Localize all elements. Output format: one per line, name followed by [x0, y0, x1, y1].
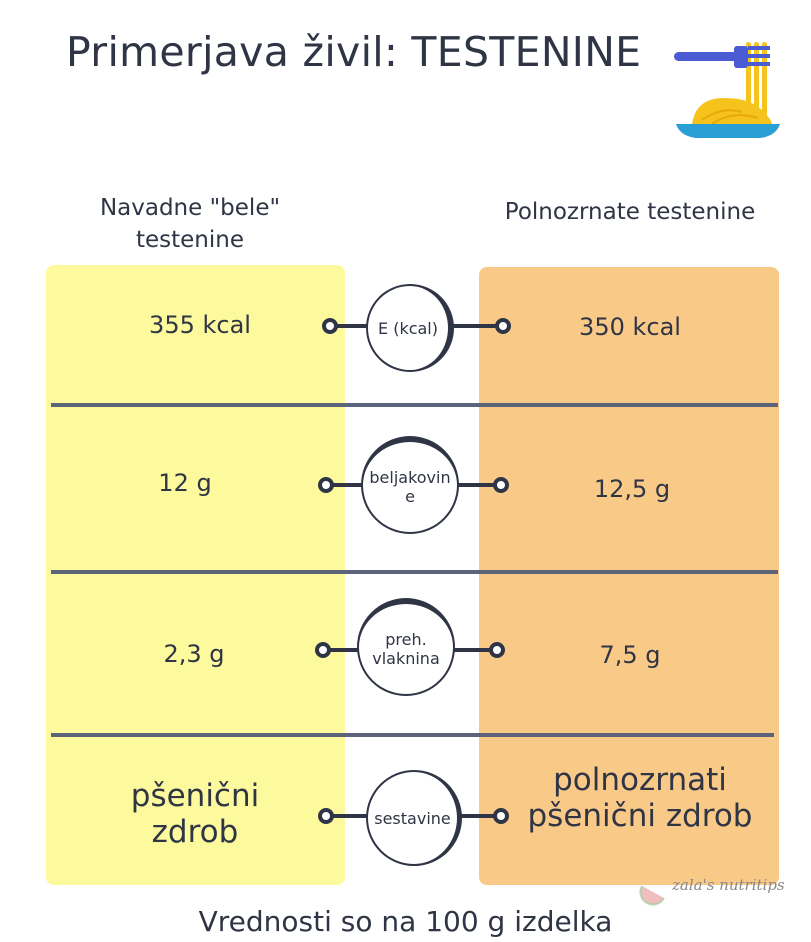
watermark: zala's nutritips — [672, 876, 785, 894]
label-node-fiber: preh. vlaknina — [357, 598, 455, 696]
page-title: Primerjava živil: TESTENINE — [66, 28, 642, 76]
right-value-energy: 350 kcal — [579, 313, 681, 341]
right-value-protein: 12,5 g — [593, 475, 671, 503]
right-value-ingredients: polnozrnati pšenični zdrob — [527, 762, 753, 834]
left-value-ingredients: pšenični zdrob — [130, 778, 260, 850]
right-value-fiber: 7,5 g — [599, 641, 661, 669]
connector-dot — [497, 320, 509, 332]
connector-dot — [324, 320, 336, 332]
left-value-protein: 12 g — [158, 469, 212, 497]
right-column-header: Polnozrnate testenine — [504, 199, 756, 225]
connector-dot — [495, 810, 507, 822]
left-value-energy: 355 kcal — [149, 311, 251, 339]
label-node-protein: beljakovine — [361, 436, 459, 534]
connector-dot — [320, 479, 332, 491]
connector-dot — [320, 810, 332, 822]
left-column-header: Navadne "bele" testenine — [99, 195, 281, 253]
label-node-energy: E (kcal) — [366, 284, 454, 372]
connector-dot — [317, 644, 329, 656]
footer-note: Vrednosti so na 100 g izdelka — [198, 905, 613, 938]
watermelon-icon — [638, 878, 668, 908]
connector-dot — [495, 479, 507, 491]
label-node-ingredients: sestavine — [366, 770, 462, 866]
left-value-fiber: 2,3 g — [163, 640, 225, 668]
connector-dot — [491, 644, 503, 656]
